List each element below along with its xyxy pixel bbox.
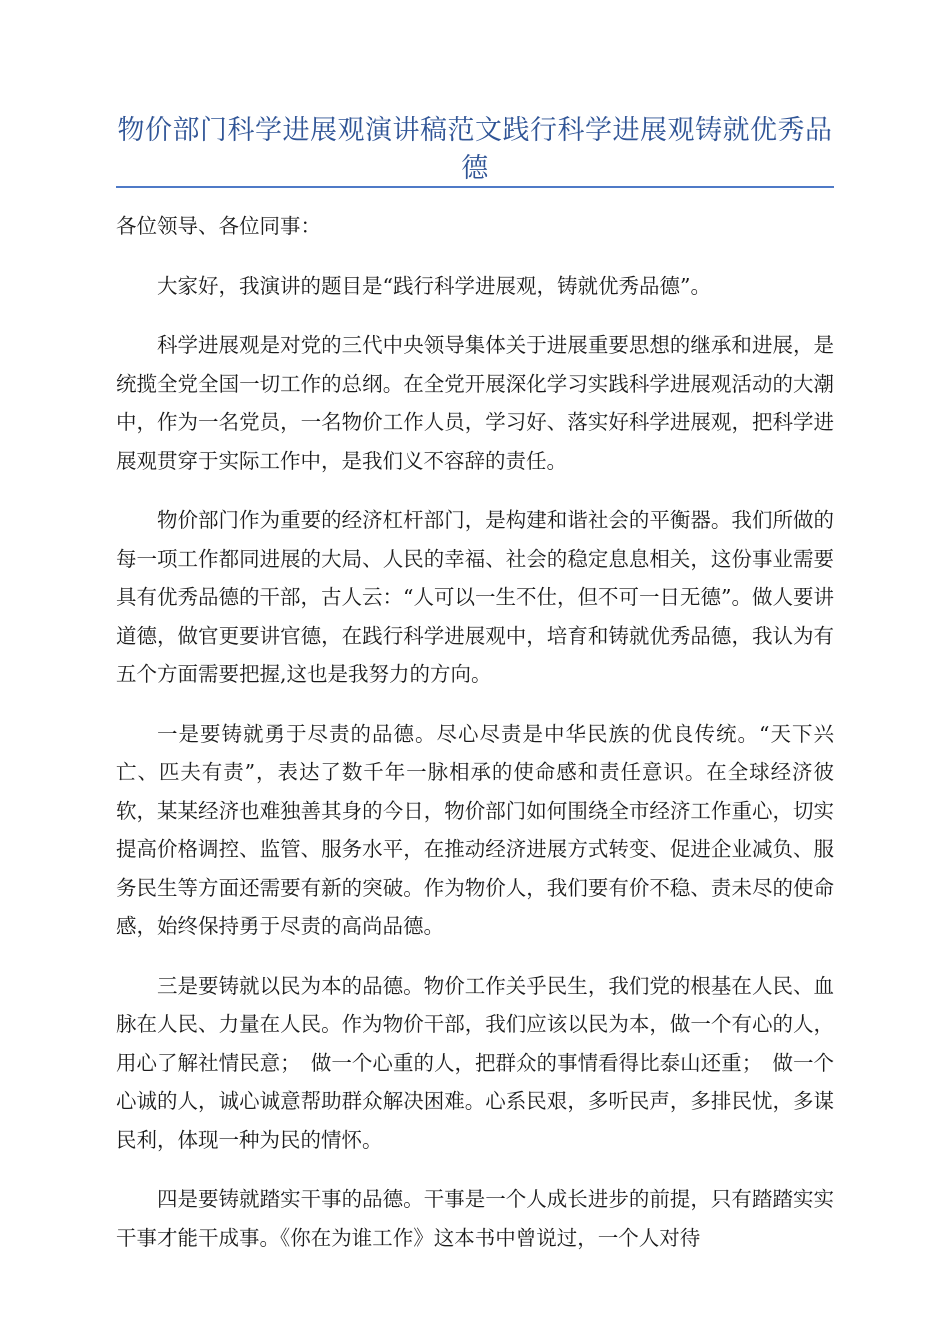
document-body (116, 207, 834, 1278)
paragraph-intro: 科学进展观是对党的三代中央领导集体关于进展重要思想的继承和进展，是统揽全党全国一切工作的总纲。在全党开展深化学习实践科学进展观活动的大潮中，作为一名党员，一名物价工作人员，学习好、落实好科学进展观，把科学进展观贯穿于实际工作中，是我们义不容辞的责任。 (116, 333, 834, 473)
title-underline (116, 186, 834, 188)
paragraph-point-three: 三是要铸就以民为本的品德。物价工作关乎民生，我们党的根基在人民、血脉在人民、力量在人民。作为物价干部，我们应该以民为本，做一个有心的人，用心了解社情民意； 做一个心重的人，把群众的事情看得比泰山还重； 做一个心诚的人，诚心诚意帮助群众解决困难。心系民艰，多听民声，多排民忧，多谋民利，体现一种为民的情怀。 (116, 973, 834, 1152)
paragraph-point-one: 一是要铸就勇于尽责的品德。尽心尽责是中华民族的优良传统。“天下兴亡、匹夫有责”，表达了数千年一脉相承的使命感和责任意识。在全球经济彼软，某某经济也难独善其身的今日，物价部门如何围绕全市经济工作重心，切实提高价格调控、监管、服务水平，在推动经济进展方式转变、促进企业减负、服务民生等方面还需要有新的突破。作为物价人，我们要有价不稳、责未尽的使命感，始终保持勇于尽责的高尚品德。 (116, 721, 834, 938)
salutation: 各位领导、各位同事： (116, 214, 321, 238)
paragraph-greeting: 大家好，我演讲的题目是“践行科学进展观，铸就优秀品德”。 (157, 273, 711, 298)
paragraph-price-department: 物价部门作为重要的经济杠杆部门，是构建和谐社会的平衡器。我们所做的每一项工作都同进展的大局、人民的幸福、社会的稳定息息相关，这份事业需要具有优秀品德的干部，古人云：“人可以一生不仕，但不可一日无德”。做人要讲道德，做官更要讲官德，在践行科学进展观中，培育和铸就优秀品德，我认为有五个方面需要把握,这也是我努力的方向。 (116, 508, 834, 686)
document-title: 物价部门科学进展观演讲稿范文践行科学进展观铸就优秀品德 (117, 115, 833, 184)
paragraph-point-four: 四是要铸就踏实干事的品德。干事是一个人成长进步的前提，只有踏踏实实干事才能干成事。《你在为谁工作》这本书中曾说过，一个人对待 (116, 1187, 834, 1250)
